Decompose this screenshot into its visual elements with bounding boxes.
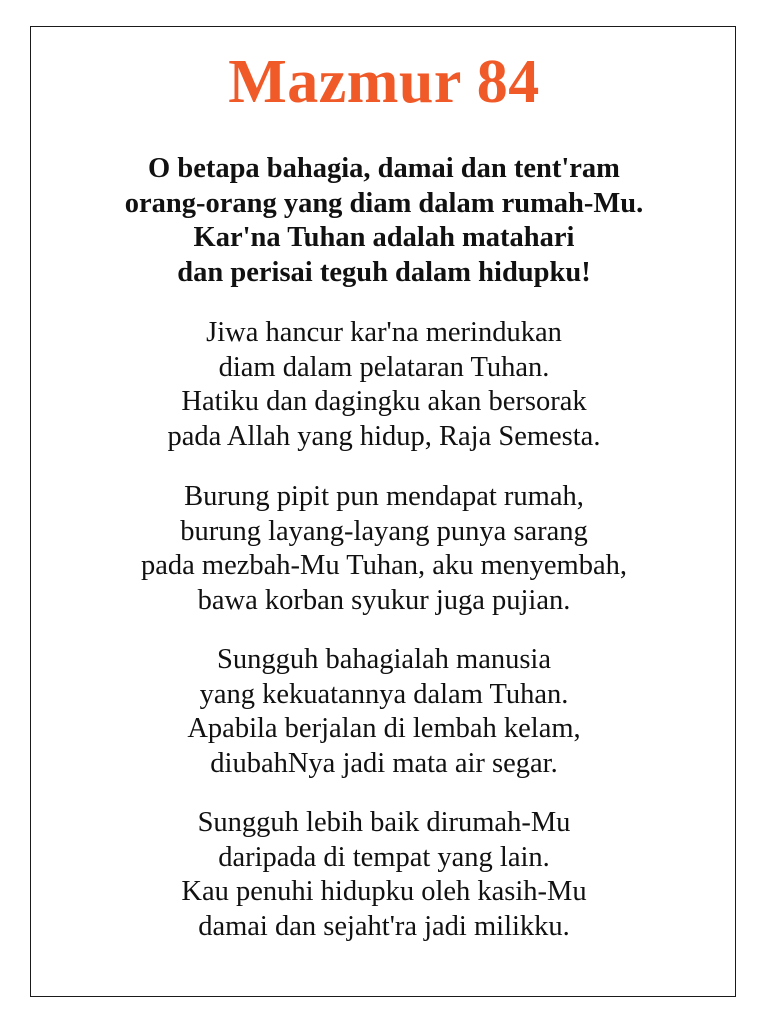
verse-line: yang kekuatannya dalam Tuhan. (199, 678, 569, 710)
verse-line: diubahNya jadi mata air segar. (210, 747, 558, 779)
verse-line: damai dan sejaht'ra jadi milikku. (198, 910, 570, 942)
verse-line: burung layang-layang punya sarang (180, 515, 588, 547)
verse-line: Sungguh lebih baik dirumah-Mu (197, 807, 571, 838)
chorus-line: Kar'na Tuhan adalah matahari (193, 222, 575, 253)
verse-line: Hatiku dan dagingku akan bersorak (181, 386, 587, 417)
verse-line: daripada di tempat yang lain. (218, 841, 550, 873)
chorus-line: orang-orang yang diam dalam rumah-Mu. (124, 187, 644, 219)
verse-line: Apabila berjalan di lembah kelam, (187, 713, 581, 744)
verse-2 (0, 480, 768, 618)
verse-line: Jiwa hancur kar'na merindukan (206, 317, 562, 348)
song-title: Mazmur 84 (228, 48, 540, 116)
chorus-line: O betapa bahagia, damai dan tent'ram (148, 153, 620, 184)
verse-line: Sungguh bahagialah manusia (216, 644, 551, 675)
verse-1 (0, 316, 768, 454)
verse-line: bawa korban syukur juga pujian. (197, 584, 571, 616)
verse-line: Burung pipit pun mendapat rumah, (184, 481, 584, 512)
verse-line: pada mezbah-Mu Tuhan, aku menyembah, (141, 550, 627, 581)
verse-line: diam dalam pelataran Tuhan. (218, 351, 550, 383)
verse-4 (0, 806, 768, 944)
verse-line: pada Allah yang hidup, Raja Semesta. (167, 420, 601, 452)
verse-line: Kau penuhi hidupku oleh kasih-Mu (181, 876, 587, 907)
chorus-line: dan perisai teguh dalam hidupku! (177, 256, 591, 288)
chorus-stanza (0, 152, 768, 290)
verse-3 (0, 643, 768, 781)
